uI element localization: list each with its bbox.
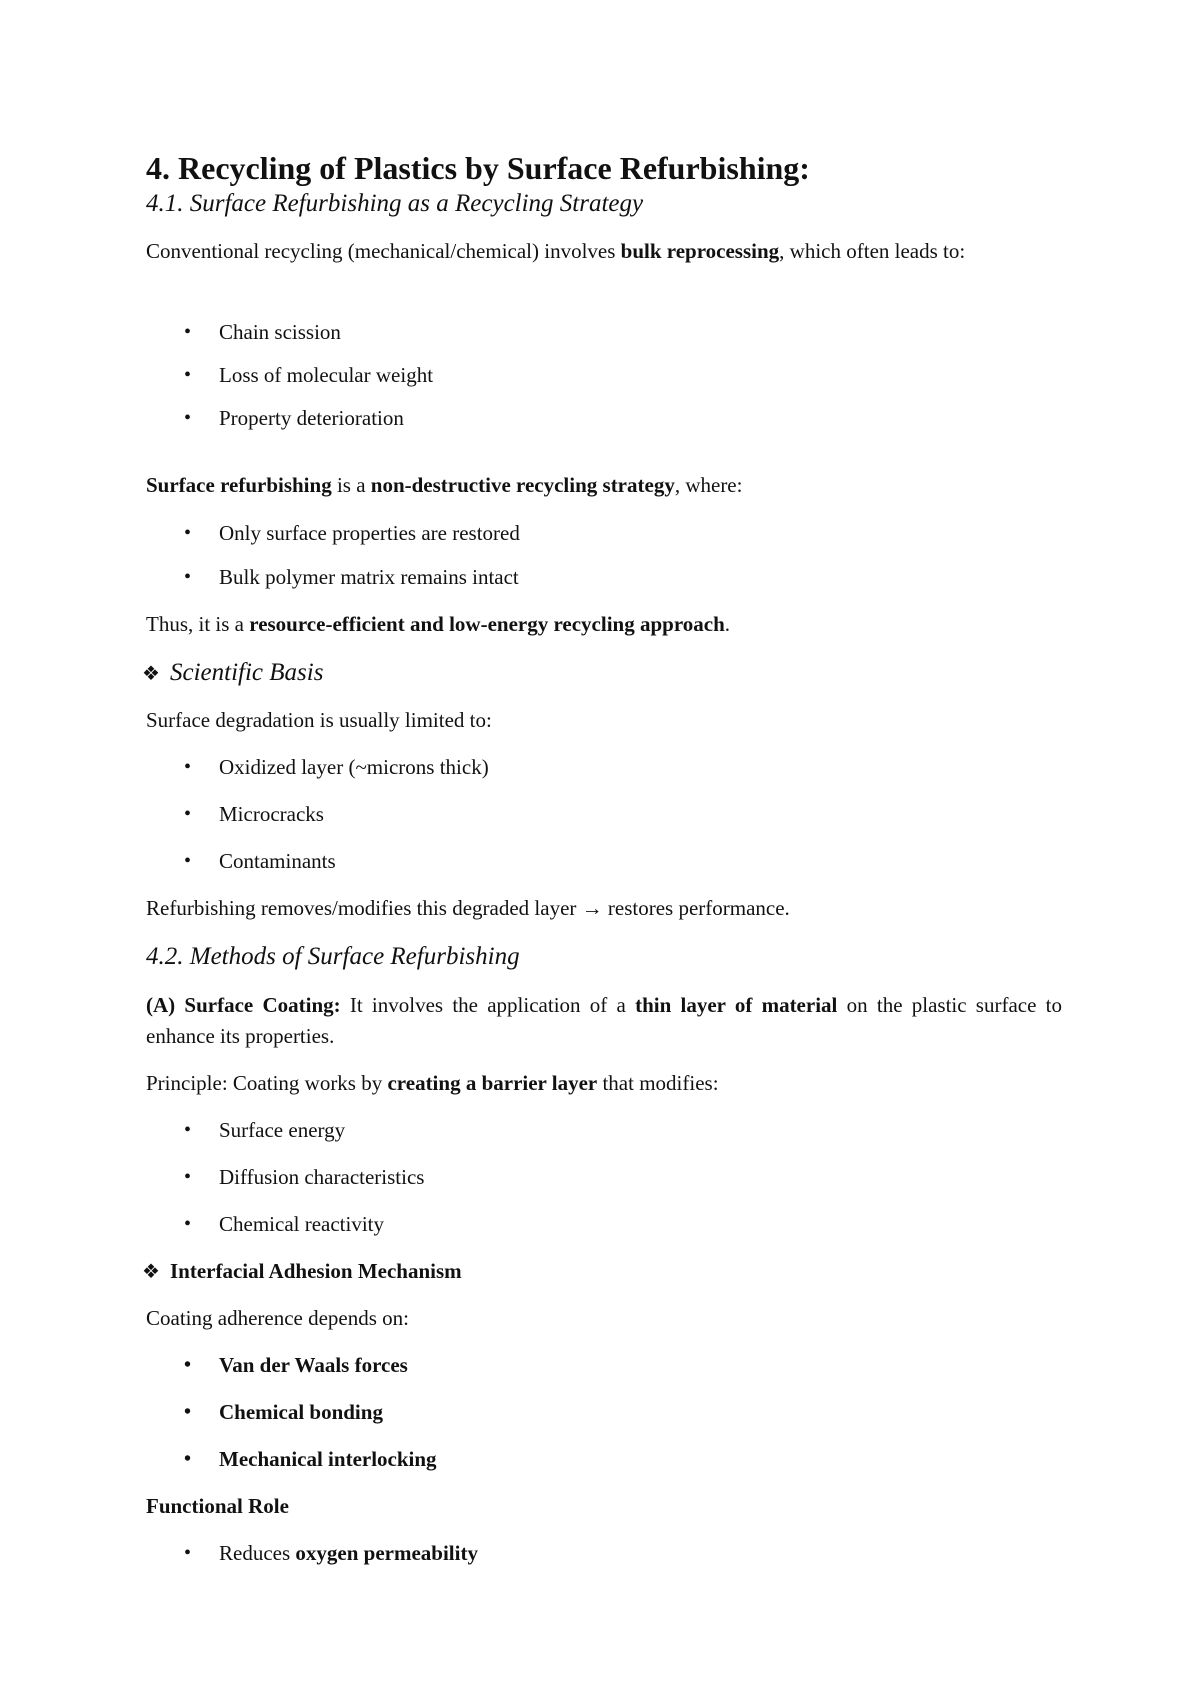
coating-paragraph: (A) Surface Coating: It involves the application of a thin layer of material on the plastic surface to enhance its properties. <box>146 993 1063 1048</box>
basis-intro: Surface degradation is usually limited to: <box>146 708 492 732</box>
bullet-icon: • <box>184 1401 192 1423</box>
bullet-icon: • <box>184 850 192 872</box>
bullet-icon: • <box>184 1119 192 1141</box>
bullet-icon: • <box>184 756 192 778</box>
bullet-icon: • <box>184 1166 192 1188</box>
bullet-icon: • <box>184 1542 192 1564</box>
bullet-icon: • <box>184 803 192 825</box>
bullet-icon: • <box>184 1213 192 1235</box>
section-heading: 4. Recycling of Plastics by Surface Refurbishing: <box>146 150 810 186</box>
diamond-icon: ❖ <box>142 1259 160 1283</box>
adhesion-mechanism-title: ❖ Interfacial Adhesion Mechanism <box>142 1256 462 1286</box>
intro-paragraph: Conventional recycling (mechanical/chemical) involves bulk reprocessing, which often leads to: <box>146 239 966 263</box>
bullet-icon: • <box>184 1448 192 1470</box>
subsection-4-1-title: 4.1. Surface Refurbishing as a Recycling Strategy <box>146 190 644 217</box>
bullet-icon: • <box>184 566 192 588</box>
functional-role-title: Functional Role <box>146 1494 289 1518</box>
subsection-4-2-title: 4.2. Methods of Surface Refurbishing <box>146 943 520 970</box>
bullet-icon: • <box>184 321 192 343</box>
scientific-basis-title: ❖ Scientific Basis <box>142 656 323 690</box>
bullet-icon: • <box>184 364 192 386</box>
bullet-icon: • <box>184 407 192 429</box>
adhesion-intro: Coating adherence depends on: <box>146 1306 409 1330</box>
principle-paragraph: Principle: Coating works by creating a barrier layer that modifies: <box>146 1071 719 1095</box>
bullet-icon: • <box>184 1354 192 1376</box>
definition-paragraph: Surface refurbishing is a non-destructive recycling strategy, where: <box>146 473 743 497</box>
bullet-icon: • <box>184 522 192 544</box>
diamond-icon: ❖ <box>142 661 160 685</box>
basis-outro: Refurbishing removes/modifies this degraded layer → restores performance. <box>146 896 790 920</box>
summary-paragraph: Thus, it is a resource-efficient and low-energy recycling approach. <box>146 612 731 636</box>
